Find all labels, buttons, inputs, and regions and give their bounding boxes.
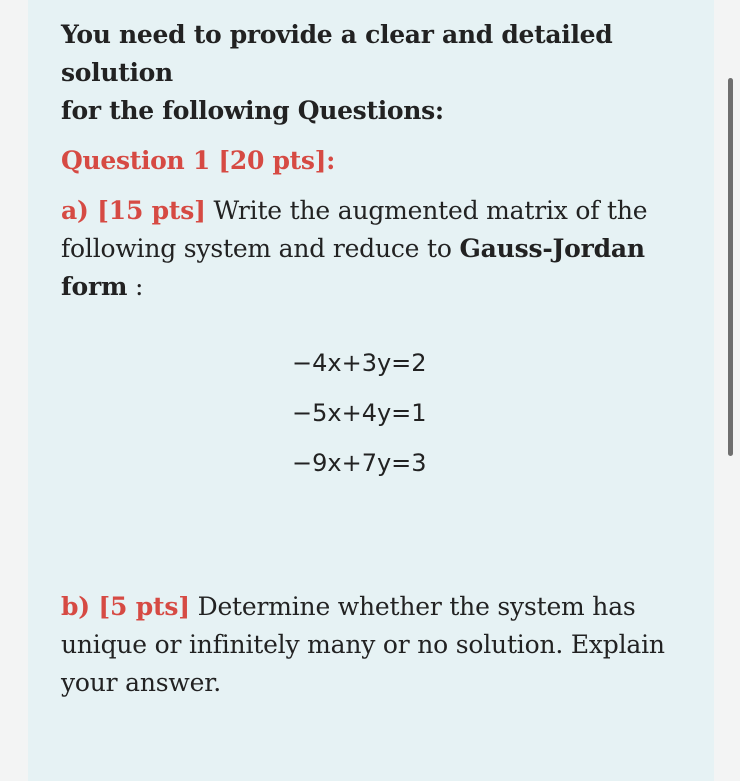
question-1-title: Question 1 [20 pts]:: [61, 146, 336, 175]
instructions-heading: [61, 16, 681, 130]
part-a-emphasis: Gauss-Jordan form: [61, 234, 645, 301]
part-b-text: [61, 588, 681, 702]
question-content: [61, 16, 681, 306]
part-a-text: [61, 192, 681, 306]
part-b-label: b) [5 pts]: [61, 592, 190, 621]
equation-1: −4x+3y=2: [292, 349, 427, 377]
part-a-body: Write the augmented matrix of the following system and reduce to: [61, 196, 648, 263]
instructions-line-2: for the following Questions:: [61, 96, 444, 125]
vertical-scrollbar[interactable]: [728, 78, 733, 456]
equation-2: −5x+4y=1: [292, 399, 427, 427]
instructions-line-1: You need to provide a clear and detailed solution: [61, 20, 613, 87]
part-a-label: a) [15 pts]: [61, 196, 206, 225]
equation-system: [292, 338, 427, 488]
equation-3: −9x+7y=3: [292, 449, 427, 477]
part-b-body: Determine whether the system has unique or infinitely many or no solution. Explain your answer.: [61, 592, 665, 697]
part-a-tail: :: [127, 272, 144, 301]
